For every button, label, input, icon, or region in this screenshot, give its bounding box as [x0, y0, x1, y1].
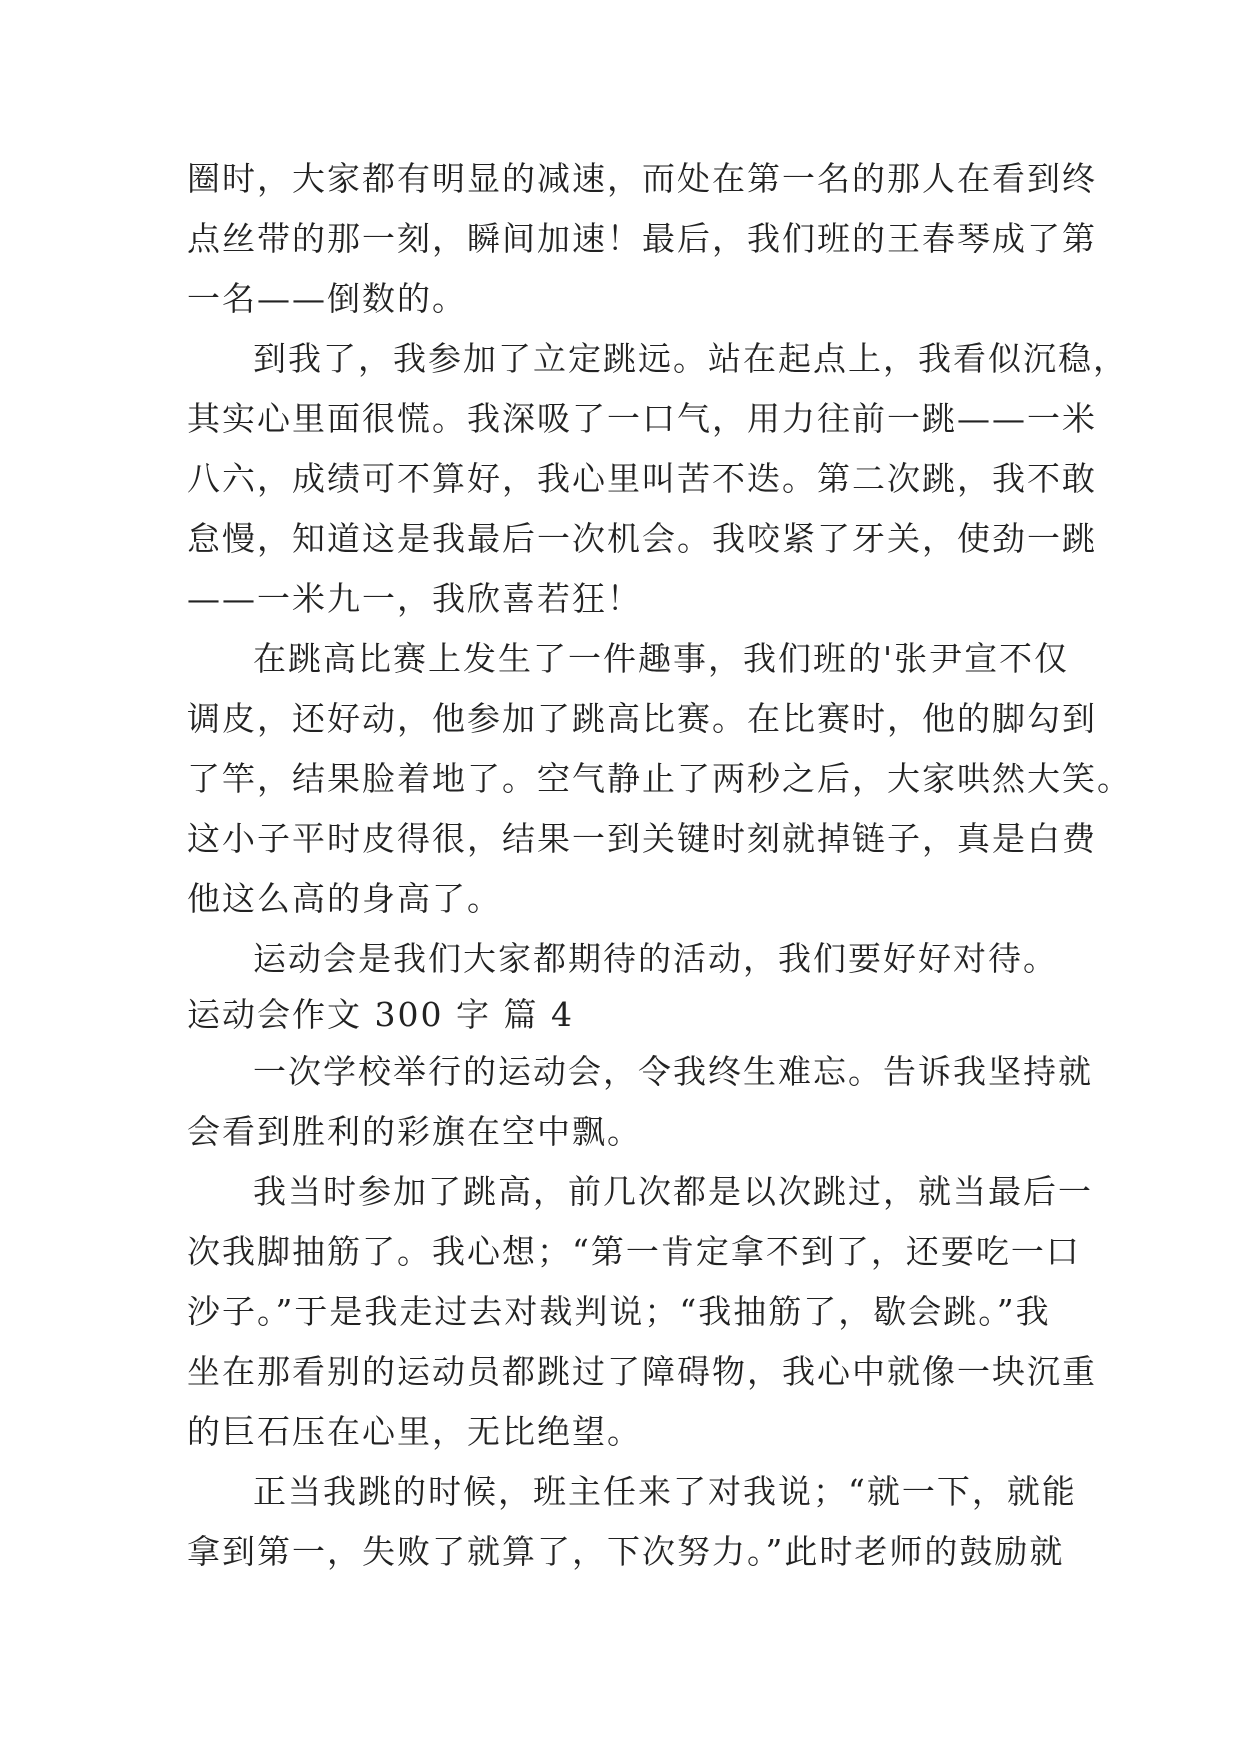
text-line: 其实心里面很慌。我深吸了一口气，用力往前一跳——一米 [187, 399, 1097, 438]
paragraph-first-line: 在跳高比赛上发生了一件趣事，我们班的'张尹宣不仅 [253, 639, 1070, 678]
paragraph-first-line: 到我了，我参加了立定跳远。站在起点上，我看似沉稳， [253, 339, 1128, 378]
text-line: 坐在那看别的运动员都跳过了障碍物，我心中就像一块沉重 [187, 1352, 1097, 1391]
paragraph-first-line: 正当我跳的时候，班主任来了对我说；“就一下，就能 [253, 1472, 1077, 1511]
text-line: 了竿，结果脸着地了。空气静止了两秒之后，大家哄然大笑。 [187, 759, 1132, 798]
text-line: 的巨石压在心里，无比绝望。 [187, 1412, 642, 1451]
text-line: 会看到胜利的彩旗在空中飘。 [187, 1112, 642, 1151]
text-line: 一名——倒数的。 [187, 279, 467, 318]
section-heading: 运动会作文 300 字 篇 4 [187, 995, 574, 1034]
text-line: 他这么高的身高了。 [187, 879, 502, 918]
text-line: 沙子。”于是我走过去对裁判说；“我抽筋了，歇会跳。”我 [187, 1292, 1051, 1331]
text-line: 圈时，大家都有明显的减速，而处在第一名的那人在看到终 [187, 159, 1097, 198]
paragraph-first-line: 运动会是我们大家都期待的活动，我们要好好对待。 [253, 939, 1058, 978]
text-line: ——一米九一，我欣喜若狂！ [187, 579, 642, 618]
text-line: 这小子平时皮得很，结果一到关键时刻就掉链子，真是白费 [187, 819, 1097, 858]
text-line: 点丝带的那一刻，瞬间加速！最后，我们班的王春琴成了第 [187, 219, 1097, 258]
text-line: 怠慢，知道这是我最后一次机会。我咬紧了牙关，使劲一跳 [187, 519, 1097, 558]
text-line: 次我脚抽筋了。我心想；“第一肯定拿不到了，还要吃一口 [187, 1232, 1081, 1271]
paragraph-first-line: 一次学校举行的运动会，令我终生难忘。告诉我坚持就 [253, 1052, 1093, 1091]
paragraph-first-line: 我当时参加了跳高，前几次都是以次跳过，就当最后一 [253, 1172, 1093, 1211]
text-line: 拿到第一，失败了就算了，下次努力。”此时老师的鼓励就 [187, 1532, 1065, 1571]
text-line: 八六，成绩可不算好，我心里叫苦不迭。第二次跳，我不敢 [187, 459, 1097, 498]
text-line: 调皮，还好动，他参加了跳高比赛。在比赛时，他的脚勾到 [187, 699, 1097, 738]
